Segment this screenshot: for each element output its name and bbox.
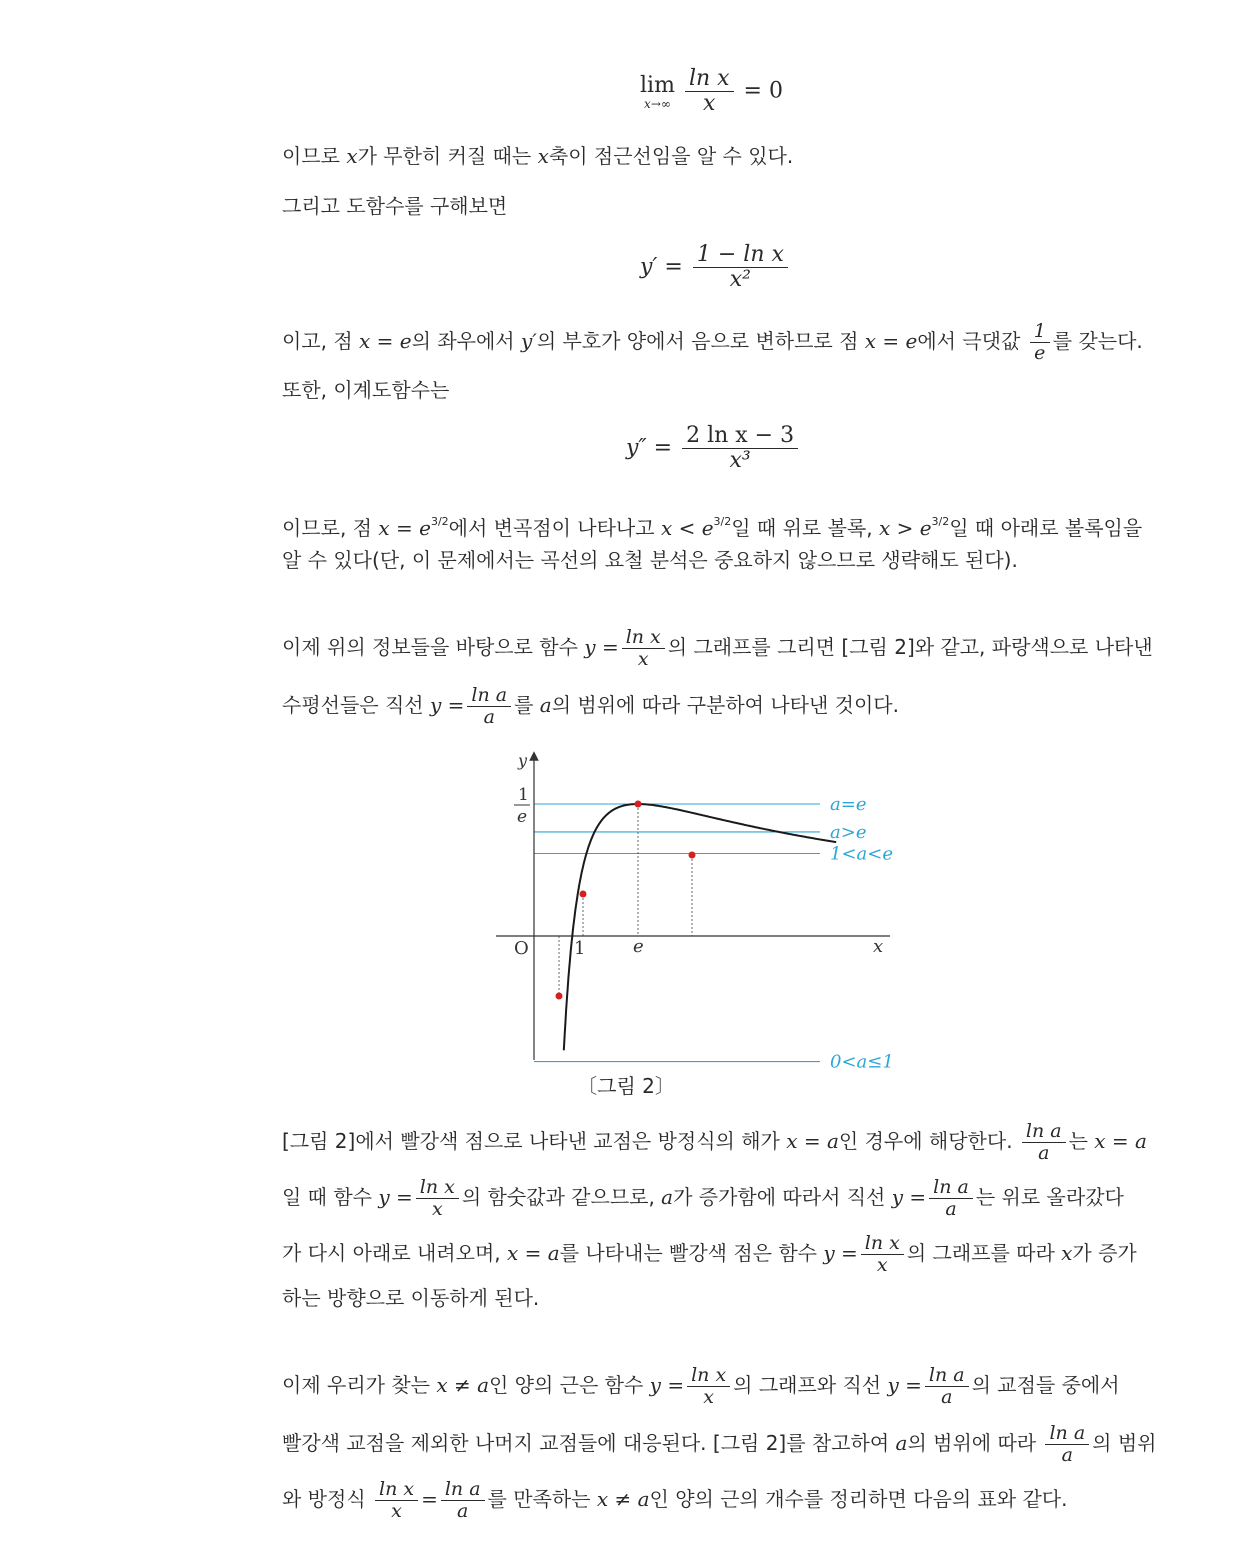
maximum-point <box>635 801 642 808</box>
x-axis-label: x <box>873 936 884 957</box>
ln-a-over-a: $\frac{\text{ln a}}{a}$ <box>1022 1122 1066 1163</box>
horizontal-line-label-2: 1<a<e <box>830 843 893 865</box>
derivative-fraction: $\frac{\text{1 − ln x}}{\text{x²}}$ <box>693 244 788 291</box>
ln-x-over-x: $\frac{\text{ln x}}{x}$ <box>375 1480 418 1521</box>
horizontal-line-label-0: a=e <box>830 794 867 815</box>
y-tick-numerator: 1 <box>518 785 529 805</box>
text-line-1: 이므로 x가 무한히 커질 때는 x축이 점근선임을 알 수 있다. <box>282 144 794 168</box>
lim-operator: lim x→∞ <box>640 73 675 111</box>
text-line-8: 수평선들은 직선 y = $\frac{\text{ln a}}{a}$ 를 a의 범위에 따라 구분하여 나타낸 것이다. <box>282 684 899 728</box>
figure-caption: 〔그림 2〕 <box>577 1074 675 1098</box>
text-line-7: 이제 위의 정보들을 바탕으로 함수 y = $\frac{\text{ln x}}{x}$ 의 그래프를 그리면 [그림 2]와 같고, 파랑색으로 나타낸 <box>282 626 1153 670</box>
horizontal-line-label-3: 0<a≤1 <box>830 1051 894 1068</box>
ln-x-over-x: $\frac{\text{ln x}}{x}$ <box>416 1178 459 1219</box>
horizontal-line-label-1: a>e <box>830 821 867 843</box>
first-derivative-equation: y′ = $\frac{\text{1 − ln x}}{\text{x²}}$ <box>640 244 791 291</box>
ln-a-over-a: $\frac{\text{ln a}}{a}$ <box>925 1366 969 1407</box>
text-line-2: 그리고 도함수를 구해보면 <box>282 194 508 218</box>
intersection-point-low <box>556 993 563 1000</box>
max-value-fraction: $\frac{1}{e}$ <box>1030 322 1050 363</box>
tick-label-e: e <box>633 936 644 957</box>
second-derivative-equation: y″ = $\frac{\text{2 ln x − 3}}{\text{x³}}$ <box>626 425 801 472</box>
text-line-9: [그림 2]에서 빨강색 점으로 나타낸 교점은 방정식의 해가 x = a인 경우에 해당한다. $\frac{\text{ln a}}{a}$ 는 x = a <box>282 1120 1147 1164</box>
limit-fraction: $\frac{\text{ln x}}{x}$ <box>685 68 734 115</box>
text-line-13: 이제 우리가 찾는 x ≠ a인 양의 근은 함수 y = $\frac{\text{ln x}}{x}$ 의 그래프와 직선 y = $\frac{\text{ln a}}{a}$ 의 교점들 중에서 <box>282 1364 1120 1408</box>
ln-a-over-a: $\frac{\text{ln a}}{a}$ <box>441 1480 485 1521</box>
y-axis-label: y <box>518 751 528 770</box>
text-line-11: 가 다시 아래로 내려오며, x = a를 나타내는 빨강색 점은 함수 y = $\frac{\text{ln x}}{x}$ 의 그래프를 따라 x가 증가 <box>282 1232 1137 1276</box>
ln-x-over-x-curve <box>564 804 836 1050</box>
y-tick-denominator: e <box>517 807 528 827</box>
horizontal-line-labels <box>830 794 894 1068</box>
text-line-15: 와 방정식 $\frac{\text{ln x}}{x}$ = $\frac{\text{ln a}}{a}$ 를 만족하는 x ≠ a인 양의 근의 개수를 정리하면 다음의 표와 같다. <box>282 1478 1068 1522</box>
text-line-6: 알 수 있다(단, 이 문제에서는 곡선의 요철 분석은 중요하지 않으므로 생략해도 된다). <box>282 548 1018 572</box>
text-line-4: 또한, 이계도함수는 <box>282 378 450 402</box>
horizontal-lines <box>534 804 820 1062</box>
origin-label: O <box>514 938 529 959</box>
limit-equation: lim x→∞ $\frac{\text{ln x}}{x}$ = 0 <box>640 66 783 116</box>
figure-2-graph <box>490 748 920 1068</box>
ln-a-over-a: $\frac{\text{ln a}}{a}$ <box>1045 1424 1089 1465</box>
text-line-10: 일 때 함수 y = $\frac{\text{ln x}}{x}$ 의 함숫값과 같으므로, a가 증가함에 따라서 직선 y = $\frac{\text{ln a}}{a}$ 는 위로 올라갔다 <box>282 1176 1124 1220</box>
text-line-5: 이므로, 점 $x = e^{3/2}$에서 변곡점이 나타나고 $x < e^{3/2}$일 때 위로 볼록, $x > e^{3/2}$일 때 아래로 볼록임을 <box>282 515 1143 540</box>
ln-x-over-x: $\frac{\text{ln x}}{x}$ <box>861 1234 904 1275</box>
ln-x-over-x: $\frac{\text{ln x}}{x}$ <box>687 1366 730 1407</box>
intersection-point-right <box>689 852 696 859</box>
ln-a-over-a: $\frac{\text{ln a}}{a}$ <box>467 686 511 727</box>
ln-a-over-a: $\frac{\text{ln a}}{a}$ <box>929 1178 973 1219</box>
ln-x-over-x: $\frac{\text{ln x}}{x}$ <box>622 628 665 669</box>
text-line-14: 빨강색 교점을 제외한 나머지 교점들에 대응된다. [그림 2]를 참고하여 a의 범위에 따라 $\frac{\text{ln a}}{a}$ 의 범위 <box>282 1422 1157 1466</box>
text-line-12: 하는 방향으로 이동하게 된다. <box>282 1286 540 1310</box>
tick-label-1: 1 <box>574 938 586 959</box>
intersection-point-mid <box>580 891 587 898</box>
text-line-3: 이고, 점 x = e의 좌우에서 y′의 부호가 양에서 음으로 변하므로 점 x = e에서 극댓값 $\frac{1}{e}$ 를 갖는다. <box>282 320 1143 364</box>
second-derivative-fraction: $\frac{\text{2 ln x − 3}}{\text{x³}}$ <box>682 425 798 472</box>
